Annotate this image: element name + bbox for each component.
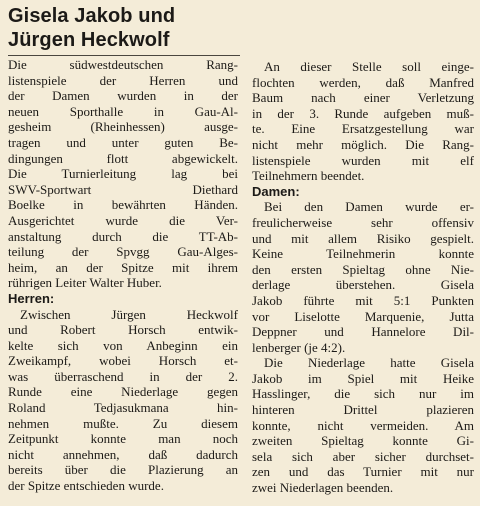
text-line: Runde eine Niederlage gegen (8, 384, 238, 400)
text-line: Roland Tedjasukmana hin- (8, 400, 238, 416)
text-line: Keine Teilnehmerin konnte (252, 246, 474, 262)
text-line: rührigen Leiter Walter Huber. (8, 275, 162, 291)
text-line: Die Turnierleitung lag bei (8, 166, 238, 182)
text-line: in der 3. Runde aufgeben muß- (252, 105, 474, 121)
damen-paragraph-1 (252, 199, 474, 355)
text-line: SWV-Sportwart Diethard (8, 181, 238, 197)
text-line: Jakob führte mit 5:1 Punkten (252, 292, 474, 308)
text-line: Hasslinger, die sich nur im (252, 386, 474, 402)
text-line: sela sich aber sicher durchset- (252, 448, 474, 464)
headline-rule (8, 55, 240, 56)
left-column (8, 57, 238, 494)
text-line: kelte sich von Anbeginn ein (8, 337, 238, 353)
text-line: vor Liselotte Marquenie, Jutta (252, 308, 474, 324)
right-column (252, 59, 474, 496)
damen-heading: Damen: (252, 183, 300, 199)
text-line: Jakob im Spiel mit Heike (252, 370, 474, 386)
text-line: bereits über die Plazierung an (8, 462, 238, 478)
text-line: An dieser Stelle soll einge- (264, 59, 474, 74)
text-line: teilung der Spvgg Gau-Alges- (8, 244, 238, 260)
text-line: Zeitpunkt konnte man noch (8, 431, 238, 447)
text-line: und mit allem Risiko gespielt. (252, 230, 474, 246)
text-line: anstaltung durch die TT-Ab- (8, 228, 238, 244)
text-line: Zwischen Jürgen Heckwolf (20, 306, 238, 322)
text-line: freulicherweise sehr offensiv (252, 214, 474, 230)
text-line: gesheim (Rheinhessen) ausge- (8, 119, 238, 135)
herren-heading: Herren: (8, 290, 55, 306)
text-line: und Robert Horsch entwik- (8, 322, 238, 338)
headline-line: Jürgen Heckwolf (8, 29, 170, 51)
text-line: te. Eine Ersatzgestellung war (252, 121, 474, 137)
text-line: flochten werden, daß Manfred (252, 74, 474, 90)
text-line: was überraschend in der 2. (8, 368, 238, 384)
text-line: hinteren Drittel plazieren (252, 402, 474, 418)
intro-paragraph (8, 57, 238, 291)
text-line: der Spitze entschieden wurde. (8, 478, 164, 494)
text-line: neuen Sporthalle in Gau-Al- (8, 103, 238, 119)
headline-line: Gisela Jakob und (8, 5, 176, 27)
text-line: derlage überstehen. Gisela (252, 277, 474, 293)
text-line: tragen und unter guten Be- (8, 134, 238, 150)
text-line: Boelke in bewährten Händen. (8, 197, 238, 213)
text-line: zweiten Spieltag konnte Gi- (252, 433, 474, 449)
text-line: Die südwestdeutschen Rang- (8, 57, 238, 72)
text-line: Zweikampf, wobei Horsch et- (8, 353, 238, 369)
damen-paragraph-2 (252, 355, 474, 495)
text-line: zen und das Turnier mit nur (252, 464, 474, 480)
text-line: zwei Niederlagen beenden. (252, 480, 394, 496)
text-line: Ausgerichtet wurde die Ver- (8, 212, 238, 228)
text-line: listenspiele wurden mit elf (252, 152, 474, 168)
text-line: nehmen mußte. Zu diesem (8, 415, 238, 431)
text-line: den ersten Spieltag ohne Nie- (252, 261, 474, 277)
text-line: lenberger (je 4:2). (252, 339, 346, 355)
text-line: Bei den Damen wurde er- (264, 199, 474, 215)
text-line: Baum nach einer Verletzung (252, 90, 474, 106)
herren-paragraph (8, 307, 238, 494)
text-line: Deppner und Hannelore Dil- (252, 324, 474, 340)
text-line: nicht mehr möglich. Die Rang- (252, 136, 474, 152)
text-line: konnte, nicht vermeiden. Am (252, 417, 474, 433)
article-headline (8, 4, 248, 52)
text-line: der Damen wurden in der (8, 88, 238, 104)
text-line: Teilnehmern beendet. (252, 168, 365, 184)
text-line: heim, an der Spitze mit ihrem (8, 259, 238, 275)
text-line: listenspiele der Herren und (8, 72, 238, 88)
text-line: dingungen flott abgewickelt. (8, 150, 238, 166)
continuation-paragraph (252, 59, 474, 184)
text-line: nicht annehmen, daß dadurch (8, 446, 238, 462)
text-line: Die Niederlage hatte Gisela (264, 355, 474, 371)
